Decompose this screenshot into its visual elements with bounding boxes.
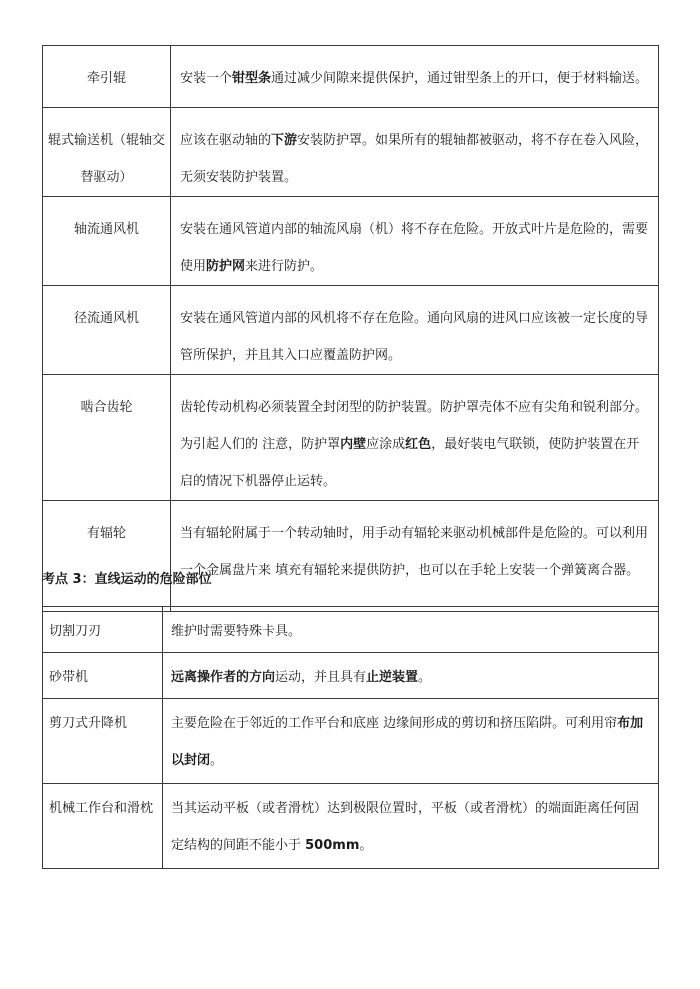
item-name-cell: 径流通风机	[43, 286, 171, 375]
item-description-cell	[171, 375, 659, 501]
item-name-cell: 机械工作台和滑枕	[43, 784, 163, 869]
emphasis-text: 红色	[405, 437, 432, 452]
table-row	[43, 46, 659, 108]
description-text: 安装防护罩。如果所有的辊轴都被驱动，将不存在卷入风险，无须安装防护装置。	[180, 133, 649, 185]
linear-motion-table	[42, 606, 659, 869]
item-description-cell	[171, 501, 659, 612]
description-text: 当有辐轮附属于一个转动轴时，用手动有辐轮来驱动机械部件是危险的。可以利用一个金属盘片来 填充有辐轮来提供防护，也可以在手轮上安装一个弹簧离合器。	[180, 526, 649, 578]
description-text: 。	[418, 670, 432, 685]
emphasis-text: 500mm	[305, 838, 360, 853]
item-description-cell	[171, 197, 659, 286]
rotating-parts-table	[42, 45, 659, 612]
table-row	[43, 699, 659, 784]
description-text: 应涂成	[366, 437, 406, 452]
item-name-cell: 砂带机	[43, 653, 163, 699]
section-heading: 考点 3：直线运动的危险部位	[42, 572, 212, 587]
item-description-cell	[171, 46, 659, 108]
item-description-cell	[163, 607, 659, 653]
item-name-cell: 辊式输送机（辊轴交替驱动）	[43, 108, 171, 197]
emphasis-text: 下游	[271, 133, 298, 148]
emphasis-text: 布加以封闭	[171, 716, 644, 768]
item-name-cell: 剪刀式升降机	[43, 699, 163, 784]
description-text: 运动，并且具有	[275, 670, 367, 685]
table-row	[43, 501, 659, 612]
table-row	[43, 108, 659, 197]
emphasis-text: 止逆装置	[366, 670, 419, 685]
item-description-cell	[163, 784, 659, 869]
table-row	[43, 784, 659, 869]
item-name-cell: 有辐轮	[43, 501, 171, 612]
emphasis-text: 防护网	[206, 259, 246, 274]
description-text: 齿轮传动机构必须装置全封闭型的防护装置。防护罩壳体不应有尖角和锐利部分。为引起人们的 注意，防护罩	[180, 400, 649, 452]
item-name-cell: 啮合齿轮	[43, 375, 171, 501]
description-text: 通过减少间隙来提供保护，通过钳型条上的开口，便于材料输送。	[271, 71, 649, 86]
description-text: 当其运动平板（或者滑枕）达到极限位置时，平板（或者滑枕）的端面距离任何固定结构的间距不能小于	[171, 801, 640, 853]
description-text: 安装在通风管道内部的轴流风扇（机）将不存在危险。开放式叶片是危险的，需要使用	[180, 222, 649, 274]
item-description-cell	[171, 286, 659, 375]
item-description-cell	[163, 699, 659, 784]
table-row	[43, 286, 659, 375]
description-text: 。	[359, 838, 373, 853]
table-row	[43, 653, 659, 699]
emphasis-text: 内壁	[340, 437, 367, 452]
description-text: 安装在通风管道内部的风机将不存在危险。通向风扇的进风口应该被一定长度的导管所保护，并且其入口应覆盖防护网。	[180, 311, 649, 363]
table-row	[43, 375, 659, 501]
table-row	[43, 607, 659, 653]
item-name-cell: 轴流通风机	[43, 197, 171, 286]
description-text: 安装一个	[180, 71, 233, 86]
emphasis-text: 钳型条	[232, 71, 272, 86]
table-row	[43, 197, 659, 286]
item-description-cell	[171, 108, 659, 197]
description-text: 应该在驱动轴的	[180, 133, 272, 148]
emphasis-text: 远离操作者的方向	[171, 670, 276, 685]
description-text: 维护时需要特殊卡具。	[171, 624, 302, 639]
item-name-cell: 切割刀刃	[43, 607, 163, 653]
item-name-cell: 牵引辊	[43, 46, 171, 108]
description-text: 主要危险在于邻近的工作平台和底座 边缘间形成的剪切和挤压陷阱。可利用帘	[171, 716, 618, 731]
description-text: ，最好装电气联锁，使防护装置在开启的情况下机器停止运转。	[180, 437, 640, 489]
description-text: 来进行防护。	[245, 259, 324, 274]
description-text: 。	[210, 753, 224, 768]
item-description-cell	[163, 653, 659, 699]
